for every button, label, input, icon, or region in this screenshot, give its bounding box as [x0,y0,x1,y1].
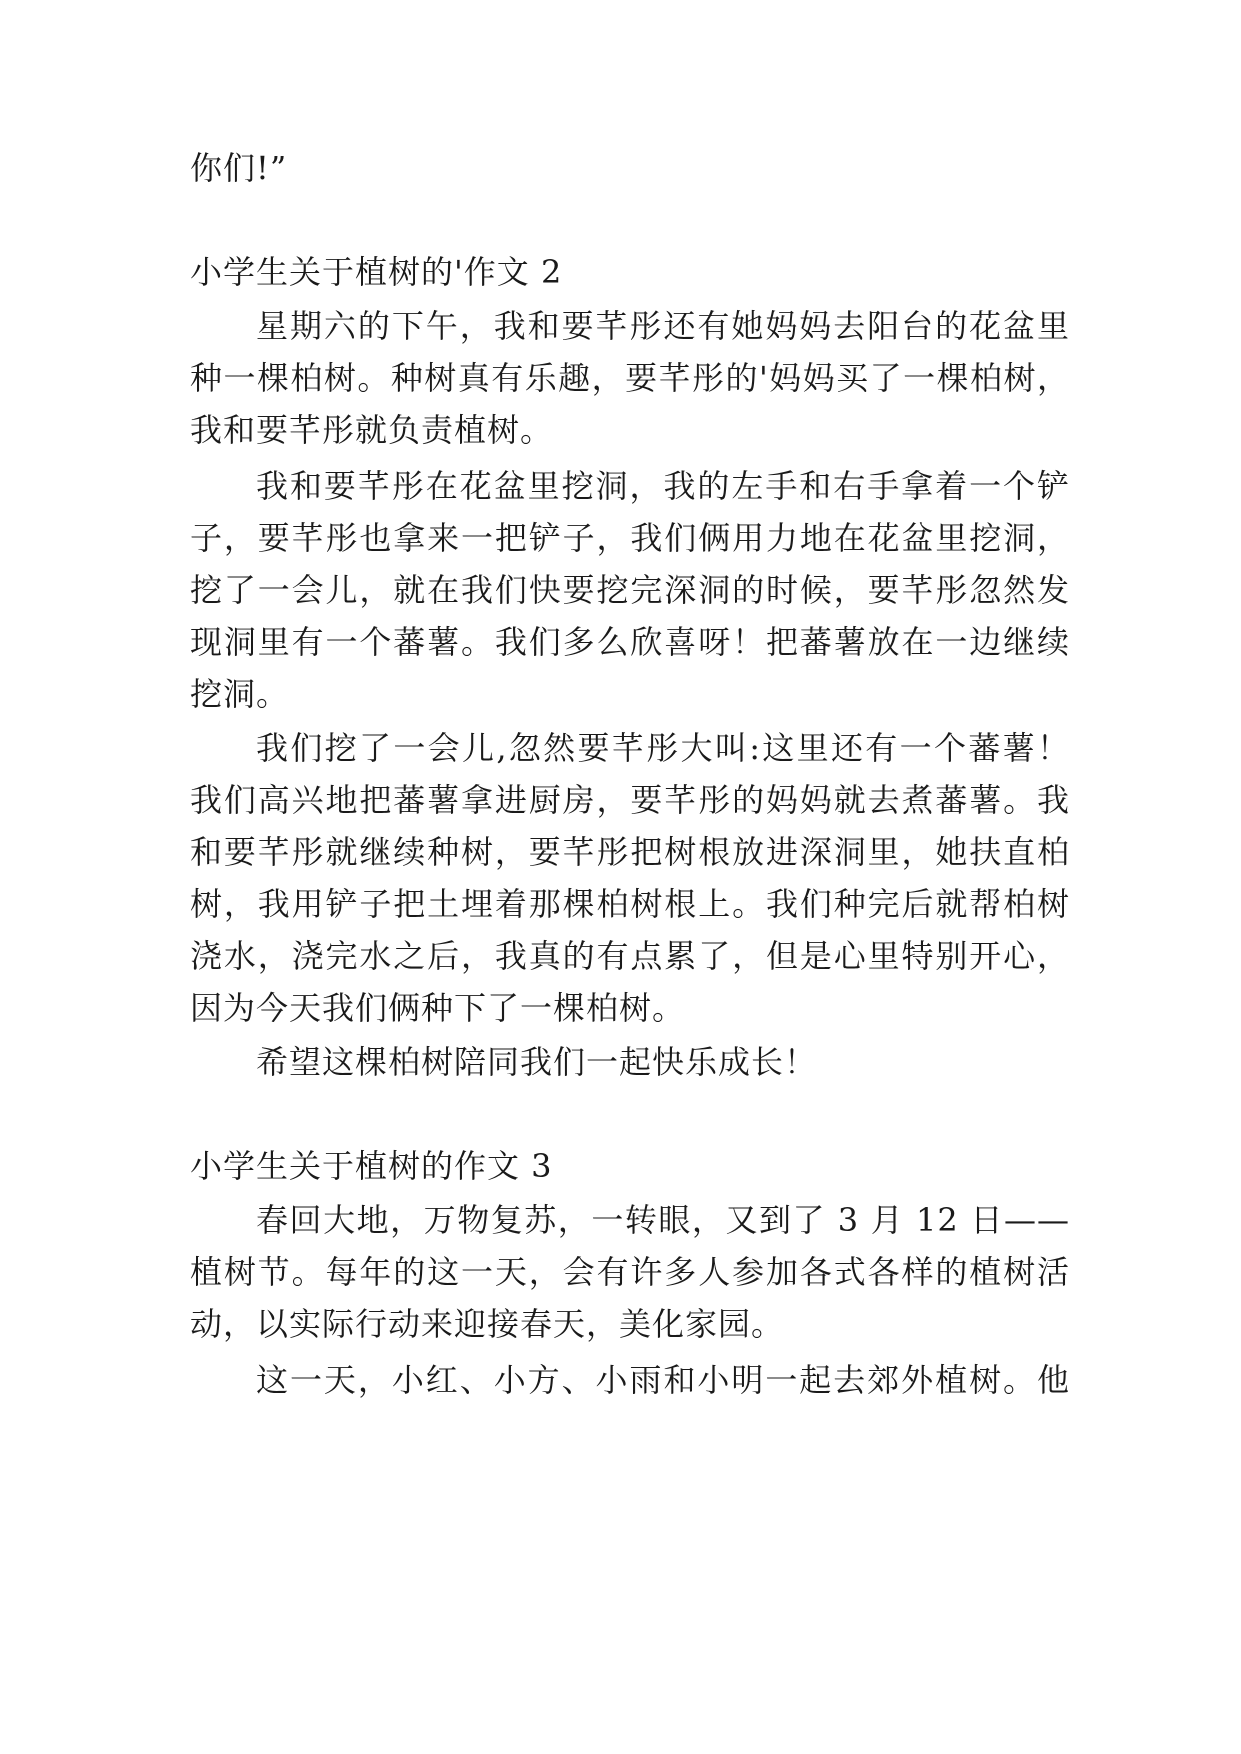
paragraph-line: 我们挖了一会儿,忽然要芊彤大叫:这里还有一个蕃薯！ [256,729,1070,767]
paragraph-line: 树，我用铲子把土埋着那棵柏树根上。我们种完后就帮柏树 [190,885,1070,923]
paragraph-line: 我和要芊彤就负责植树。 [190,411,554,449]
essay-2-title: 小学生关于植树的'作文 2 [190,253,563,291]
paragraph-line: 浇水，浇完水之后，我真的有点累了，但是心里特别开心， [190,937,1070,975]
paragraph-line: 我和要芊彤在花盆里挖洞，我的左手和右手拿着一个铲 [256,467,1070,505]
paragraph-line: 植树节。每年的这一天，会有许多人参加各式各样的植树活 [190,1253,1070,1291]
paragraph-line: 这一天，小红、小方、小雨和小明一起去郊外植树。他 [256,1361,1070,1399]
essay-3-title: 小学生关于植树的作文 3 [190,1147,553,1185]
paragraph-line: 子，要芊彤也拿来一把铲子，我们俩用力地在花盆里挖洞， [190,519,1070,557]
paragraph-line: 星期六的下午，我和要芊彤还有她妈妈去阳台的花盆里 [256,307,1070,345]
paragraph-line: 我们高兴地把蕃薯拿进厨房，要芊彤的妈妈就去煮蕃薯。我 [190,781,1070,819]
paragraph-line: 挖了一会儿，就在我们快要挖完深洞的时候，要芊彤忽然发 [190,571,1070,609]
paragraph-line: 种一棵柏树。种树真有乐趣，要芊彤的'妈妈买了一棵柏树， [190,359,1070,397]
continuation-tail: 你们!” [190,149,288,187]
paragraph-line: 动，以实际行动来迎接春天，美化家园。 [190,1305,785,1343]
paragraph-line: 现洞里有一个蕃薯。我们多么欣喜呀！把蕃薯放在一边继续 [190,623,1070,661]
paragraph-line: 春回大地，万物复苏，一转眼，又到了 3 月 12 日—— [256,1201,1070,1239]
paragraph-line: 因为今天我们俩种下了一棵柏树。 [190,989,686,1027]
paragraph-line: 挖洞。 [190,675,290,713]
paragraph-line: 和要芊彤就继续种树，要芊彤把树根放进深洞里，她扶直柏 [190,833,1070,871]
paragraph-line: 希望这棵柏树陪同我们一起快乐成长！ [256,1043,818,1081]
